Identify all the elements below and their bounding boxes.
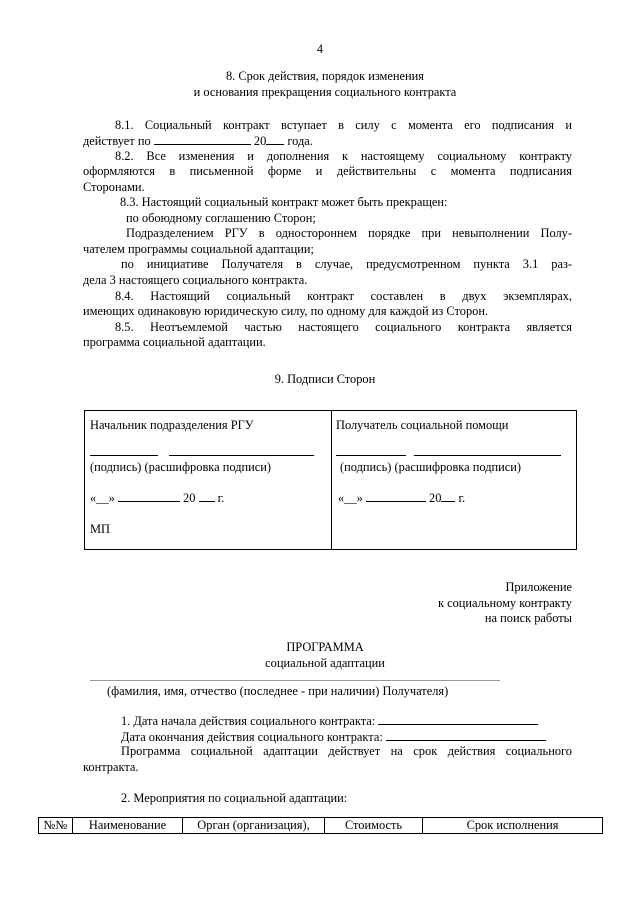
p83-item3-line1: по инициативе Получателя в случае, предусмотренном пункта 3.1 раз- bbox=[121, 257, 572, 271]
section9-title: 9. Подписи Сторон bbox=[274, 372, 376, 386]
signature-divider bbox=[331, 410, 332, 550]
program-item1-text-line2: контракта. bbox=[83, 760, 139, 774]
left-name-line bbox=[169, 455, 314, 456]
table-header-row bbox=[39, 818, 603, 834]
appendix-line3: на поиск работы bbox=[484, 611, 572, 625]
table-header-cell: Стоимость bbox=[325, 818, 423, 834]
p83-item1: по обоюдному соглашению Сторон; bbox=[126, 211, 316, 225]
p83-item2-line2: чателем программы социальной адаптации; bbox=[83, 242, 314, 256]
left-caption: (подпись) (расшифровка подписи) bbox=[90, 460, 272, 474]
appendix-line2: к социальному контракту bbox=[437, 596, 572, 610]
program-title: ПРОГРАММА bbox=[286, 640, 364, 654]
table-header-cell: Орган (организация), bbox=[183, 818, 325, 834]
p83-line1: 8.3. Настоящий социальный контракт может быть прекращен: bbox=[120, 195, 448, 209]
right-caption: (подпись) (расшифровка подписи) bbox=[340, 460, 522, 474]
p84-line1: 8.4. Настоящий социальный контракт составлен в двух экземплярах, bbox=[115, 289, 572, 303]
right-date: «__» 20 г. bbox=[338, 491, 466, 505]
left-signature-line bbox=[90, 455, 158, 456]
right-name-line bbox=[414, 455, 561, 456]
p82-line3: Сторонами. bbox=[83, 180, 145, 194]
p82-line2: оформляются в письменной форме и действительны с момента подписания bbox=[83, 164, 572, 178]
p82-line1: 8.2. Все изменения и дополнения к настоящему социальному контракту bbox=[115, 149, 572, 163]
p83-item2-line1: Подразделением РГУ в одностороннем порядке при невыполнении Полу- bbox=[126, 226, 572, 240]
page-number: 4 bbox=[316, 42, 324, 56]
table-header-cell: №№ bbox=[39, 818, 73, 834]
table-header-cell: Срок исполнения bbox=[423, 818, 603, 834]
program-subtitle: социальной адаптации bbox=[265, 656, 385, 670]
section8-title-line1: 8. Срок действия, порядок изменения bbox=[225, 69, 424, 83]
left-date: «__» 20 г. bbox=[90, 491, 225, 505]
program-item1-text-line1: Программа социальной адаптации действует на срок действия социального bbox=[121, 744, 572, 758]
recipient-name-line bbox=[90, 680, 500, 681]
left-stamp: МП bbox=[90, 522, 110, 536]
appendix-line1: Приложение bbox=[505, 580, 572, 594]
p84-line2: имеющих одинаковую юридическую силу, по одному для каждой из Сторон. bbox=[83, 304, 489, 318]
activities-table bbox=[38, 817, 603, 834]
program-item2: 2. Мероприятия по социальной адаптации: bbox=[121, 791, 348, 805]
right-head: Получатель социальной помощи bbox=[336, 418, 509, 432]
program-item1-end: Дата окончания действия социального контракта: bbox=[121, 729, 546, 746]
table-header-cell: Наименование bbox=[73, 818, 183, 834]
p85-line2: программа социальной адаптации. bbox=[83, 335, 266, 349]
program-item1-start: 1. Дата начала действия социального контракта: bbox=[121, 713, 538, 730]
recipient-name-caption: (фамилия, имя, отчество (последнее - при наличии) Получателя) bbox=[107, 684, 449, 698]
right-signature-line bbox=[336, 455, 406, 456]
p81-line1: 8.1. Социальный контракт вступает в силу с момента его подписания и bbox=[115, 118, 572, 132]
left-head: Начальник подразделения РГУ bbox=[90, 418, 254, 432]
p81-line2: действует по 20 года. bbox=[83, 134, 313, 148]
p85-line1: 8.5. Неотъемлемой частью настоящего социального контракта является bbox=[115, 320, 572, 334]
section8-title-line2: и основания прекращения социального контракта bbox=[193, 85, 457, 99]
p83-item3-line2: дела 3 настоящего социального контракта. bbox=[83, 273, 308, 287]
